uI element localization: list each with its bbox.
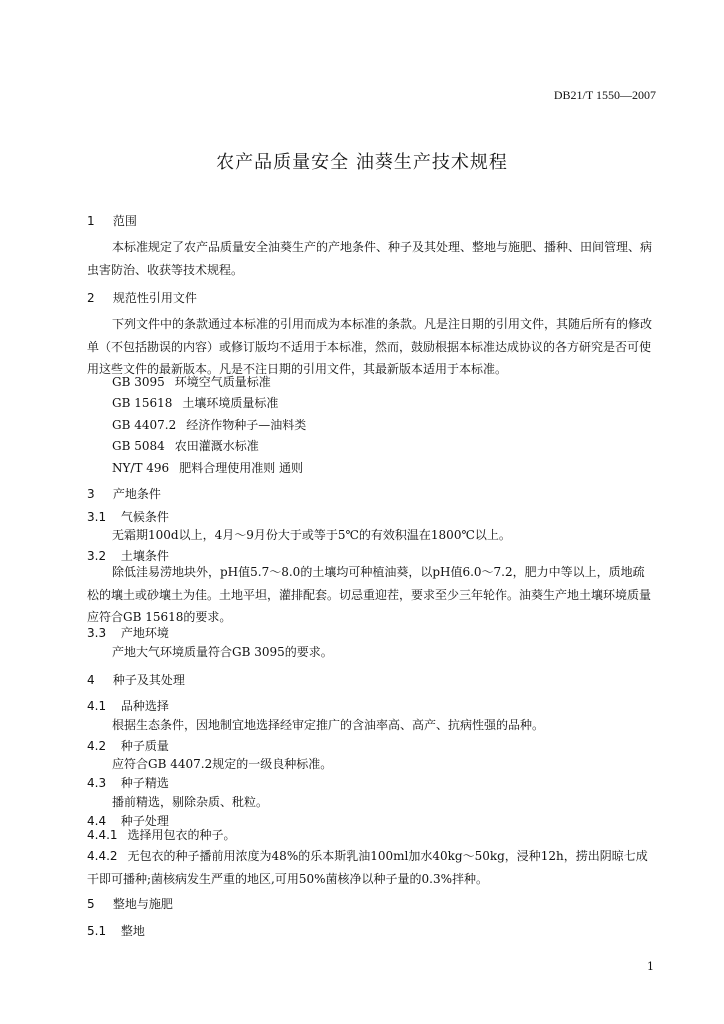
subsection-number: 4.3	[87, 776, 107, 790]
reference-name: 肥料合理使用准则 通则	[179, 461, 304, 475]
subsection-heading-4-3	[87, 774, 169, 791]
reference-name: 土壤环境质量标准	[182, 396, 279, 410]
reference-code: GB 15618	[112, 396, 173, 410]
page-number: 1	[647, 960, 654, 973]
item-text: 选择用包衣的种子。	[127, 828, 236, 842]
subsection-number: 3.2	[87, 549, 107, 563]
section-heading-1	[87, 212, 137, 229]
section-title: 产地条件	[112, 487, 161, 501]
seed-quality-text: 应符合GB 4407.2规定的一级良种标准。	[112, 757, 333, 771]
subsection-heading-3-3	[87, 624, 169, 641]
reference-item	[112, 459, 303, 476]
section-heading-5	[87, 895, 173, 912]
subsection-title: 种子精选	[120, 776, 169, 790]
section-title: 规范性引用文件	[112, 291, 197, 305]
section-number: 5	[87, 897, 95, 911]
reference-code: GB 3095	[112, 375, 165, 389]
subsection-number: 5.1	[87, 924, 107, 938]
subsection-title: 产地环境	[120, 626, 169, 640]
subsection-number: 4.4	[87, 814, 107, 828]
subsection-title: 种子质量	[120, 739, 169, 753]
section-number: 2	[87, 291, 95, 305]
section-heading-3	[87, 485, 161, 502]
subsection-number: 3.3	[87, 626, 107, 640]
subsection-number: 4.1	[87, 699, 107, 713]
reference-name: 经济作物种子—油料类	[186, 418, 307, 432]
reference-name: 农田灌溉水标准	[174, 439, 259, 453]
subsection-title: 品种选择	[120, 699, 169, 713]
variety-text: 根据生态条件，因地制宜地选择经审定推广的含油率高、高产、抗病性强的品种。	[112, 718, 545, 732]
item-number: 4.4.1	[87, 828, 118, 842]
item-4-4-2	[87, 845, 652, 890]
reference-code: GB 5084	[112, 439, 165, 453]
seed-selection-text: 播前精选，剔除杂质、秕粒。	[112, 795, 269, 809]
subsection-heading-3-1	[87, 508, 169, 525]
reference-item	[112, 394, 278, 411]
reference-item	[112, 373, 271, 390]
section-title: 种子及其处理	[112, 673, 185, 687]
scope-paragraph: 本标准规定了农产品质量安全油葵生产的产地条件、种子及其处理、整地与施肥、播种、田间管理、病虫害防治、收获等技术规程。	[87, 240, 653, 277]
reference-item	[112, 437, 259, 454]
climate-text: 无霜期100d以上，4月～9月份大于或等于5℃的有效积温在1800℃以上。	[112, 528, 511, 542]
subsection-heading-5-1	[87, 922, 145, 939]
section-number: 4	[87, 673, 95, 687]
section-heading-4	[87, 671, 185, 688]
subsection-title: 土壤条件	[120, 549, 169, 563]
environment-text: 产地大气环境质量符合GB 3095的要求。	[112, 645, 333, 659]
section-heading-2	[87, 289, 197, 306]
soil-paragraph: 除低洼易涝地块外，pH值5.7～8.0的土壤均可种植油葵，以pH值6.0～7.2，肥力中等以上，质地疏松的壤土或砂壤土为佳。土地平坦，灌排配套。切忌重迎茬，要求至少三年轮作。油葵生产地土壤环境质量应符合GB 15618的要求。	[87, 565, 652, 624]
reference-name: 环境空气质量标准	[174, 375, 271, 389]
item-4-4-1	[87, 824, 652, 847]
normative-references-paragraph: 下列文件中的条款通过本标准的引用而成为本标准的条款。凡是注日期的引用文件，其随后所有的修改单（不包括勘误的内容）或修订版均不适用于本标准，然而，鼓励根据本标准达成协议的各方研究是否可使用这些文件的最新版本。凡是不注日期的引用文件，其最新版本适用于本标准。	[87, 317, 653, 376]
subsection-title: 种子处理	[120, 814, 169, 828]
item-number: 4.4.2	[87, 849, 118, 863]
reference-code: GB 4407.2	[112, 418, 177, 432]
subsection-heading-4-2	[87, 737, 169, 754]
subsection-heading-4-1	[87, 697, 169, 714]
standard-code: DB21/T 1550—2007	[553, 88, 656, 102]
item-text: 无包衣的种子播前用浓度为48%的乐本斯乳油100ml加水40kg～50kg，浸种12h，捞出阴晾七成干即可播种;菌核病发生严重的地区,可用50%菌核净以种子量的0.3%拌种。	[87, 849, 648, 886]
subsection-title: 气候条件	[120, 510, 169, 524]
subsection-title: 整地	[120, 924, 145, 938]
subsection-number: 3.1	[87, 510, 107, 524]
section-title: 整地与施肥	[112, 897, 173, 911]
subsection-number: 4.2	[87, 739, 107, 753]
section-number: 3	[87, 487, 95, 501]
reference-item	[112, 416, 306, 433]
section-title: 范围	[112, 214, 137, 228]
section-number: 1	[87, 214, 95, 228]
reference-code: NY/T 496	[112, 461, 170, 475]
page-title: 农产品质量安全 油葵生产技术规程	[216, 152, 508, 173]
